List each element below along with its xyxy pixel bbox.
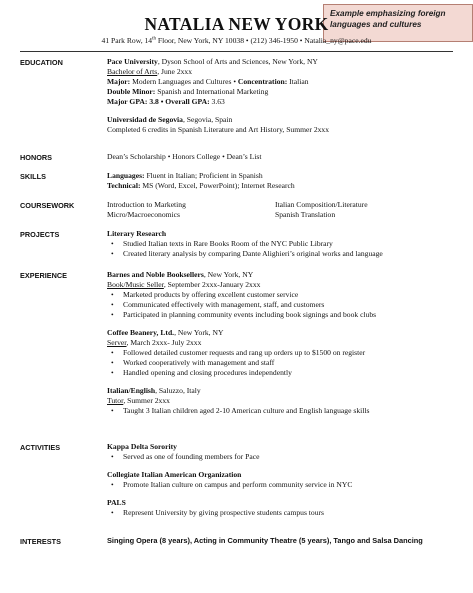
gpa-label: Major GPA: 3.8 • Overall GPA: [107,97,210,106]
course: Italian Composition/Literature [275,200,368,209]
list-item: • Created literary analysis by comparing Dante Alighieri’s original works and language [107,249,457,259]
minor-line [107,87,457,97]
activity-title: Collegiate Italian American Organization [107,470,242,479]
list-item: • Served as one of founding members for Pace [107,452,457,462]
section-activities: ACTIVITIES [20,443,61,452]
course-row [107,210,457,220]
role: Tutor [107,396,124,405]
coursework-block [107,200,457,220]
list-item: • Worked cooperatively with management and staff [107,358,457,368]
languages-label: Languages: [107,171,145,180]
job-line [107,386,457,396]
minor-label: Double Minor: [107,87,156,96]
school-line [107,57,457,67]
education-block [107,57,457,135]
school-line [107,115,457,125]
address-suffix: th [152,36,156,42]
contact-line [0,36,473,45]
employer: Italian/English [107,386,156,395]
major-line [107,77,457,87]
role-line [107,396,457,406]
section-skills: SKILLS [20,172,46,181]
annotation-callout: Example emphasizing foreign languages and cultures [323,4,473,42]
course-row [107,200,457,210]
location: , New York, NY [174,328,224,337]
list-item: • Participated in planning community events including book signings and book clubs [107,310,457,320]
role-line [107,280,457,290]
technical-line [107,181,457,191]
technical: MS (Word, Excel, PowerPoint); Internet Research [140,181,295,190]
section-interests: INTERESTS [20,537,61,546]
skills-block [107,171,457,191]
school-name: Universidad de Segovia [107,115,183,124]
section-projects: PROJECTS [20,230,60,239]
activity-title: Kappa Delta Sorority [107,442,177,451]
job-line [107,270,457,280]
study-abroad-desc: Completed 6 credits in Spanish Literature and Art History, Summer 2xxx [107,125,330,134]
header-divider [20,51,453,52]
location: , New York, NY [203,270,254,279]
projects-block [107,229,457,259]
concentration-label: Concentration: [237,77,288,86]
section-coursework: COURSEWORK [20,201,75,210]
minor: Spanish and International Marketing [155,87,269,96]
dates: , March 2xxx- July 2xxx [126,338,202,347]
school-details: , Dyson School of Arts and Sciences, New York, NY [157,57,318,66]
activities-block [107,442,457,518]
degree-line [107,67,457,77]
location: , Saluzzo, Italy [155,386,201,395]
address-part: 41 Park Row, 14 [101,36,153,45]
section-honors: HONORS [20,153,53,162]
technical-label: Technical: [107,181,141,190]
list-item: • Taught 3 Italian children aged 2-10 American culture and English language skills [107,406,457,416]
major: Modern Languages and Cultures • [130,77,238,86]
role: Server [107,338,127,347]
list-item: • Communicated effectively with management, staff, and customers [107,300,457,310]
project-title: Literary Research [107,229,167,238]
job-line [107,328,457,338]
list-item: • Promote Italian culture on campus and perform community service in NYC [107,480,457,490]
role: Book/Music Seller [107,280,164,289]
activity-title: PALS [107,498,126,507]
interests-text: Singing Opera (8 years), Acting in Community Theatre (5 years), Tango and Salsa Dancing [107,536,423,545]
list-item: • Studied Italian texts in Rare Books Room of the NYC Public Library [107,239,457,249]
school-name: Pace University [107,57,158,66]
dates: , September 2xxx-January 2xxx [163,280,261,289]
course: Micro/Macroeconomics [107,210,180,219]
concentration: Italian [287,77,309,86]
gpa-line [107,97,457,107]
list-item: • Followed detailed customer requests and rang up orders up to $1500 on register [107,348,457,358]
role-line [107,338,457,348]
contact-details: Floor, New York, NY 10038 • (212) 346-1950 • Natalia_ny@pace.edu [155,36,372,45]
employer: Coffee Beanery, Ltd. [107,328,175,337]
employer: Barnes and Noble Booksellers [107,270,204,279]
degree: Bachelor of Arts [107,67,158,76]
section-experience: EXPERIENCE [20,271,68,280]
dates: , Summer 2xxx [123,396,170,405]
gpa-value: 3.63 [209,97,225,106]
languages: Fluent in Italian; Proficient in Spanish [144,171,263,180]
resume-name: NATALIA NEW YORK [144,14,329,34]
course: Introduction to Marketing [107,200,186,209]
list-item: • Represent University by giving prospective students campus tours [107,508,457,518]
list-item: • Marketed products by offering excellent customer service [107,290,457,300]
school-details: , Segovia, Spain [182,115,233,124]
languages-line [107,171,457,181]
honors-text: Dean’s Scholarship • Honors College • Dean’s List [107,152,262,161]
section-education: EDUCATION [20,58,63,67]
list-item: • Handled opening and closing procedures independently [107,368,457,378]
degree-date: , June 2xxx [157,67,193,76]
experience-block [107,270,457,416]
major-label: Major: [107,77,131,86]
course: Spanish Translation [275,210,336,219]
